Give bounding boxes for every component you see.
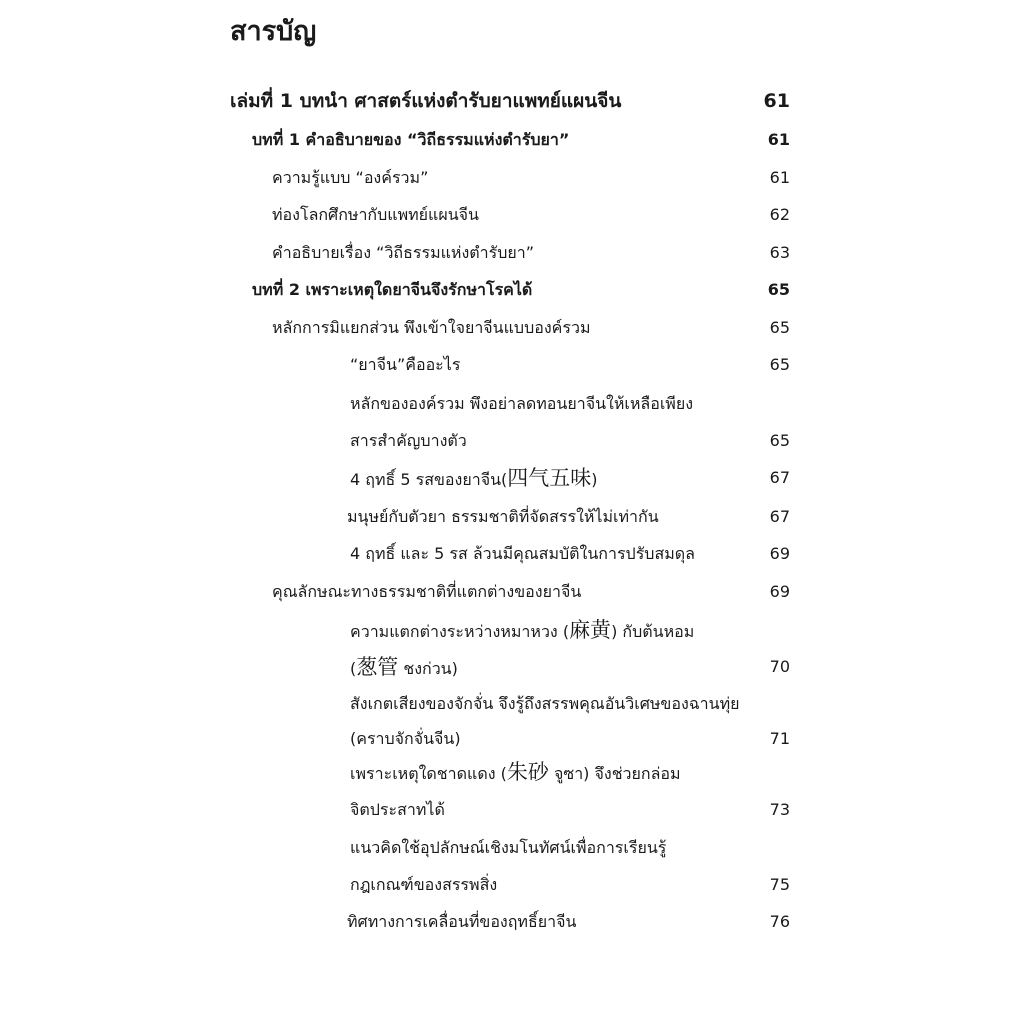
toc-entry[interactable]	[0, 615, 790, 645]
toc-entry[interactable]	[0, 200, 790, 230]
toc-entry-text: หลักขององค์รวม พึงอย่าลดทอนยาจีนให้เหลือเพียง	[350, 394, 694, 413]
toc-entry[interactable]	[0, 577, 790, 607]
toc-page-number: 65	[767, 280, 790, 299]
toc-entry-text: ทิศทางการเคลื่อนที่ของฤทธิ์ยาจีน	[347, 912, 577, 931]
toc-entry[interactable]	[0, 652, 790, 682]
toc-entry-text: คุณลักษณะทางธรรมชาติที่แตกต่างของยาจีน	[272, 582, 582, 601]
chinese-term: 麻黄	[569, 618, 612, 642]
toc-page-number: 61	[767, 130, 790, 149]
toc-entry-text-a: (	[350, 659, 357, 678]
toc-entry[interactable]	[0, 539, 790, 569]
toc-entry-text	[350, 652, 458, 684]
toc-entry-text: บทที่ 2 เพราะเหตุใดยาจีนจึงรักษาโรคได้	[252, 280, 533, 299]
page-title: สารบัญ	[230, 16, 317, 47]
toc-entry[interactable]	[0, 795, 790, 825]
chinese-term: 葱管	[356, 655, 399, 679]
toc-page-number: 65	[769, 355, 790, 374]
toc-entry[interactable]	[0, 502, 790, 532]
toc-entry-text: เล่มที่ 1 บทนำ ศาสตร์แห่งตำรับยาแพทย์แผนจีน	[230, 90, 622, 112]
toc-entry[interactable]	[0, 426, 790, 456]
toc-entry-text-c: จูซา) จึงช่วยกล่อม	[548, 764, 681, 783]
toc-entry-text: “ยาจีน”คืออะไร	[350, 355, 461, 374]
toc-entry-text: 4 ฤทธิ์ และ 5 รส ล้วนมีคุณสมบัติในการปรับสมดุล	[350, 544, 695, 563]
toc-entry-text: กฎเกณฑ์ของสรรพสิ่ง	[350, 875, 498, 894]
toc-page-number: 65	[769, 318, 790, 337]
toc-entry[interactable]	[0, 163, 790, 193]
toc-entry-text: ท่องโลกศึกษากับแพทย์แผนจีน	[272, 205, 479, 224]
toc-entry-text-a: ความแตกต่างระหว่างหมาหวง (	[350, 622, 570, 641]
toc-page-number: 75	[769, 875, 790, 894]
toc-entry[interactable]	[0, 689, 790, 719]
toc-entry-text: สังเกตเสียงของจักจั่น จึงรู้ถึงสรรพคุณอันวิเศษของฉานทุ่ย	[350, 694, 740, 713]
toc-entry-text: บทที่ 1 คำอธิบายของ “วิถีธรรมแห่งตำรับยา”	[252, 130, 570, 149]
toc-entry-text-c: )	[591, 470, 598, 489]
toc-page-number: 61	[769, 168, 790, 187]
toc-page-number: 61	[763, 90, 790, 112]
toc-page-number: 76	[769, 912, 790, 931]
toc-entry-text: หลักการมิแยกส่วน พึงเข้าใจยาจีนแบบองค์รวม	[272, 318, 591, 337]
toc-entry-volume-1[interactable]	[0, 86, 790, 116]
toc-entry-text: ความรู้แบบ “องค์รวม”	[272, 168, 429, 187]
chinese-term: 朱砂	[506, 760, 549, 784]
toc-entry[interactable]	[0, 907, 790, 937]
chinese-term: 四气五味	[507, 466, 592, 490]
toc-page-number: 70	[769, 657, 790, 676]
toc-entry-chapter-1[interactable]	[0, 125, 790, 155]
toc-page-number: 71	[769, 729, 790, 748]
toc-entry-text: แนวคิดใช้อุปลักษณ์เชิงมโนทัศน์เพื่อการเรียนรู้	[350, 838, 667, 857]
toc-page-number: 63	[769, 243, 790, 262]
toc-entry[interactable]	[0, 757, 790, 787]
toc-entry[interactable]	[0, 350, 790, 380]
toc-entry[interactable]	[0, 870, 790, 900]
toc-entry-text: คำอธิบายเรื่อง “วิถีธรรมแห่งตำรับยา”	[272, 243, 535, 262]
toc-page-number: 69	[769, 582, 790, 601]
toc-entry-text-a: เพราะเหตุใดชาดแดง (	[350, 764, 507, 783]
toc-entry-text: (คราบจักจั่นจีน)	[350, 729, 461, 748]
toc-entry-text: จิตประสาทได้	[350, 800, 445, 819]
toc-entry-text: สารสำคัญบางตัว	[350, 431, 467, 450]
toc-page-number: 69	[769, 544, 790, 563]
toc-entry-text	[350, 463, 598, 495]
toc-page-number: 67	[769, 507, 790, 526]
toc-entry[interactable]	[0, 313, 790, 343]
toc-entry[interactable]	[0, 724, 790, 754]
toc-entry-text	[350, 615, 694, 647]
toc-entry[interactable]	[0, 389, 790, 419]
toc-page-number: 65	[769, 431, 790, 450]
toc-entry[interactable]	[0, 463, 790, 493]
toc-entry-text-c: ชงก่วน)	[398, 659, 458, 678]
toc-entry-text-c: ) กับต้นหอม	[611, 622, 695, 641]
toc-page-number: 67	[769, 468, 790, 487]
toc-entry-text-a: 4 ฤทธิ์ 5 รสของยาจีน(	[350, 470, 508, 489]
toc-entry-text: มนุษย์กับตัวยา ธรรมชาติที่จัดสรรให้ไม่เท่ากัน	[347, 507, 659, 526]
toc-entry[interactable]	[0, 833, 790, 863]
toc-entry-text	[350, 757, 681, 789]
toc-page-number: 73	[769, 800, 790, 819]
toc-entry[interactable]	[0, 238, 790, 268]
toc-page-number: 62	[769, 205, 790, 224]
toc-entry-chapter-2[interactable]	[0, 275, 790, 305]
